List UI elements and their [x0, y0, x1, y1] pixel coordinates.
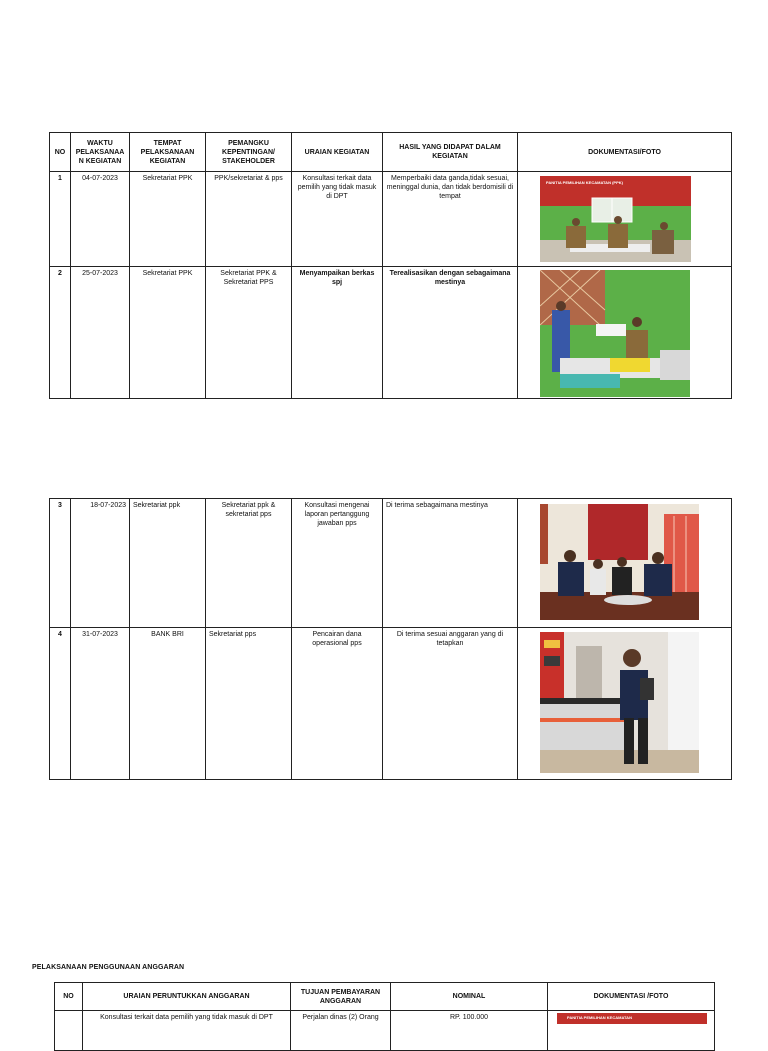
header-tempat: TEMPAT PELAKSANAAN KEGIATAN — [130, 133, 206, 172]
row-pemangku: Sekretariat PPK & Sekretariat PPS — [206, 267, 292, 399]
header-dokumentasi: DOKUMENTASI /FOTO — [548, 983, 715, 1011]
row-waktu: 31-07-2023 — [71, 628, 130, 780]
row-tempat: BANK BRI — [130, 628, 206, 780]
header-pemangku: PEMANGKU KEPENTINGAN/ STAKEHOLDER — [206, 133, 292, 172]
header-no: NO — [55, 983, 83, 1011]
row-tujuan: Perjalan dinas (2) Orang — [291, 1011, 391, 1051]
row-uraian: Pencairan dana operasional pps — [292, 628, 383, 780]
row-no — [55, 1011, 83, 1051]
table-header-row — [50, 133, 732, 172]
row-no: 4 — [50, 628, 71, 780]
header-uraian: URAIAN KEGIATAN — [292, 133, 383, 172]
photo-consultation-meeting — [540, 176, 691, 262]
row-tempat: Sekretariat ppk — [130, 499, 206, 628]
row-hasil: Di terima sebagaimana mestinya — [383, 499, 518, 628]
row-nominal: RP. 100.000 — [391, 1011, 548, 1051]
row-waktu: 25-07-2023 — [71, 267, 130, 399]
row-no: 3 — [50, 499, 71, 628]
row-uraian: Konsultasi terkait data pemilih yang tidak masuk di DPT — [292, 172, 383, 267]
row-waktu: 04-07-2023 — [71, 172, 130, 267]
row-uraian: Konsultasi terkait data pemilih yang tidak masuk di DPT — [83, 1011, 291, 1051]
row-pemangku: PPK/sekretariat & pps — [206, 172, 292, 267]
photo-budget-documentation — [557, 1013, 707, 1024]
section-title: PELAKSANAAN PENGGUNAAN ANGGARAN — [32, 964, 185, 971]
row-tempat: Sekretariat PPK — [130, 172, 206, 267]
row-hasil: Memperbaiki data ganda,tidak sesuai, meninggal dunia, dan tidak berdomisili di tempat — [383, 172, 518, 267]
row-hasil: Terealisasikan dengan sebagaimana mestinya — [383, 267, 518, 399]
row-hasil: Di terima sesuai anggaran yang di tetapkan — [383, 628, 518, 780]
row-uraian: Konsultasi mengenai laporan pertanggung jawaban pps — [292, 499, 383, 628]
row-pemangku: Sekretariat ppk & sekretariat pps — [206, 499, 292, 628]
table-header-row — [55, 983, 715, 1011]
row-tempat: Sekretariat PPK — [130, 267, 206, 399]
header-no: NO — [50, 133, 71, 172]
header-dokumentasi: DOKUMENTASI/FOTO — [518, 133, 732, 172]
photo-bank-visit — [540, 632, 699, 773]
photo-secretariat-group — [540, 504, 699, 620]
row-uraian: Menyampaikan berkas spj — [292, 267, 383, 399]
header-tujuan: TUJUAN PEMBAYARAN ANGGARAN — [291, 983, 391, 1011]
header-uraian-peruntukkan: URAIAN PERUNTUKKAN ANGGARAN — [83, 983, 291, 1011]
header-waktu: WAKTU PELAKSANAA N KEGIATAN — [71, 133, 130, 172]
row-waktu: 18-07-2023 — [71, 499, 130, 628]
row-pemangku: Sekretariat pps — [206, 628, 292, 780]
photo-banner-text: PANITIA PEMILIHAN KECAMATAN (PPK) — [546, 180, 623, 185]
photo-banner-text: PANITIA PEMILIHAN KECAMATAN — [567, 1015, 632, 1020]
header-nominal: NOMINAL — [391, 983, 548, 1011]
row-no: 1 — [50, 172, 71, 267]
row-no: 2 — [50, 267, 71, 399]
photo-document-handover — [540, 270, 690, 397]
header-hasil: HASIL YANG DIDAPAT DALAM KEGIATAN — [383, 133, 518, 172]
